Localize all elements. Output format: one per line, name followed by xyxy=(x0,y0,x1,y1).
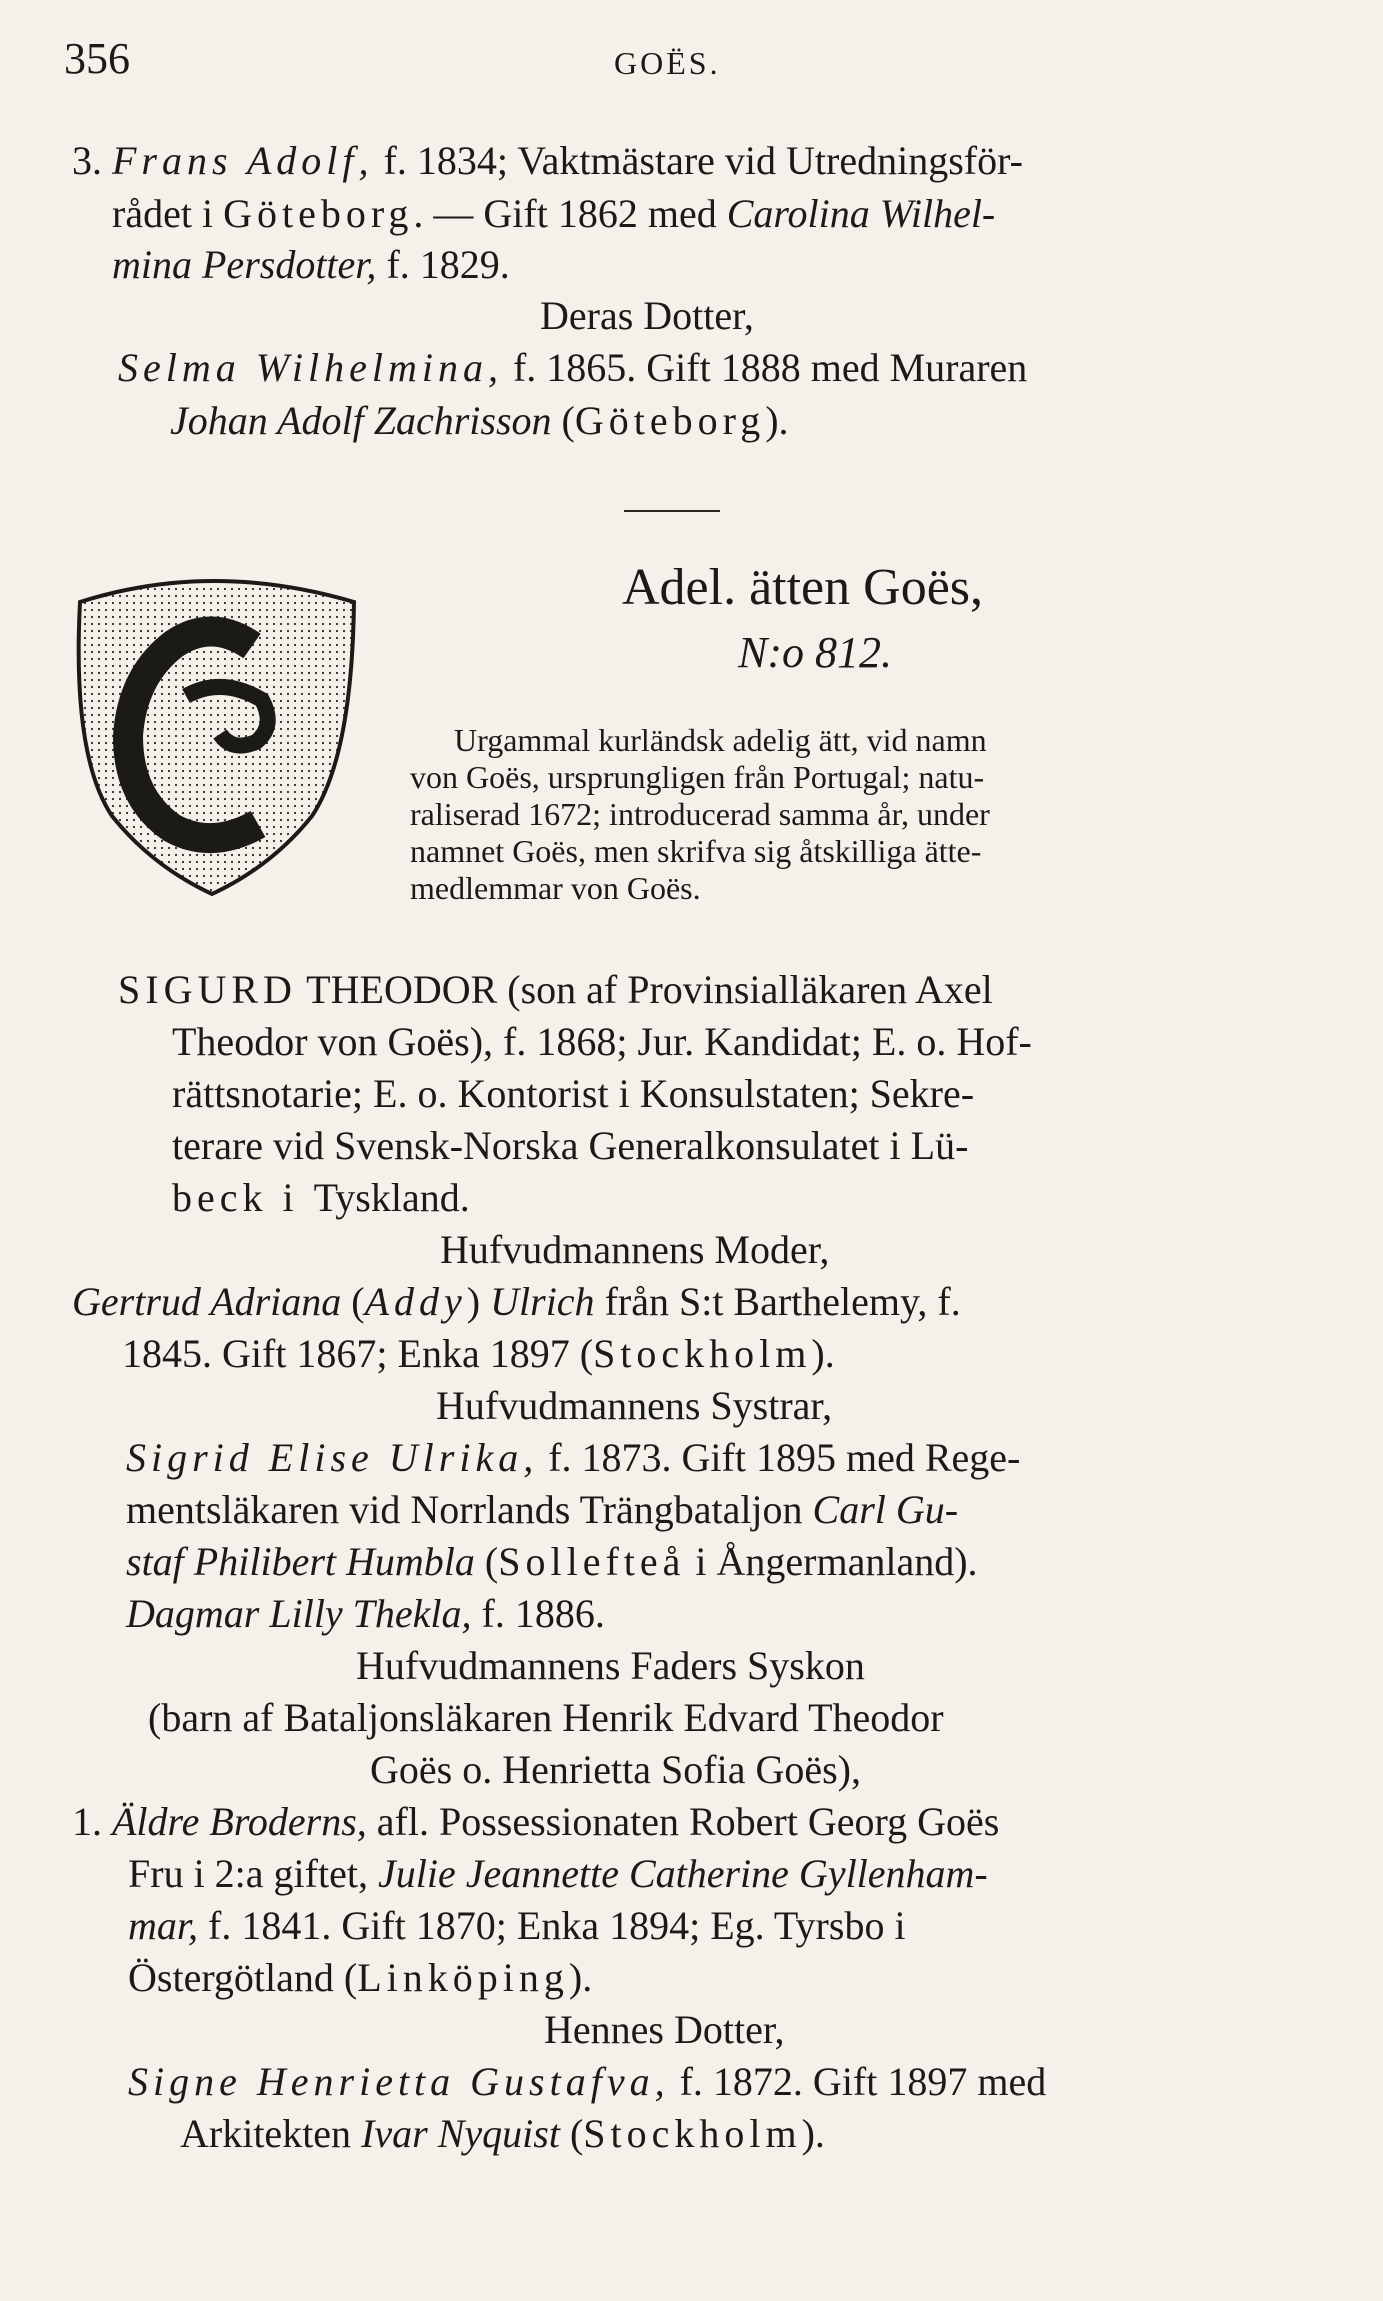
person-name: Dagmar Lilly Thekla, xyxy=(126,1591,472,1636)
text: . — Gift 1862 med xyxy=(413,191,727,236)
main-line-19 xyxy=(128,1901,906,1951)
spouse-name: Johan Adolf Zachrisson xyxy=(170,398,552,443)
text: mentsläkaren vid Norrlands Trängbataljon xyxy=(126,1487,813,1532)
family-desc-4: namnet Goës, men skrifva sig åtskilliga ätte- xyxy=(410,833,982,869)
main-line-18 xyxy=(128,1849,988,1899)
text: Fru i 2:a giftet, xyxy=(128,1851,378,1896)
children-heading: Deras Dotter, xyxy=(540,293,754,338)
text: ( xyxy=(474,1539,499,1584)
main-line-22 xyxy=(128,2057,1046,2107)
text: f. 1873. Gift 1895 med Rege- xyxy=(538,1435,1021,1480)
main-line-23 xyxy=(180,2109,825,2159)
entry-number: 3. xyxy=(72,138,102,183)
mother-name: Gertrud Adriana xyxy=(72,1279,342,1324)
text: Östergötland ( xyxy=(128,1955,358,2000)
spouse-name: Julie Jeannette Catherine Gyllenham- xyxy=(377,1851,988,1896)
sisters-heading: Hufvudmannens Systrar, xyxy=(436,1383,833,1428)
text: beck i xyxy=(172,1175,314,1220)
family-desc-1: Urgammal kurländsk adelig ätt, vid namn xyxy=(454,722,987,758)
surname: Ulrich xyxy=(490,1279,595,1324)
text: ). xyxy=(811,1331,835,1376)
text: . xyxy=(459,1175,470,1220)
main-line-3: rättsnotarie; E. o. Kontorist i Konsulstaten; Sekre- xyxy=(172,1071,975,1116)
text: ( xyxy=(551,398,575,443)
main-line-4: terare vid Svensk-Norska Generalkonsulatet i Lü- xyxy=(172,1123,969,1168)
text: f. 1834; Vaktmästare vid Utredningsför- xyxy=(373,138,1023,183)
text: ). xyxy=(765,398,789,443)
place-name: Sollefteå xyxy=(498,1539,686,1584)
person-name: Äldre Broderns, xyxy=(112,1799,367,1844)
coat-of-arms-icon xyxy=(62,566,372,896)
main-line-16: Goës o. Henrietta Sofia Goës), xyxy=(370,1747,861,1792)
spouse-name: Carl Gu- xyxy=(812,1487,959,1532)
text: THEODOR (son af Provinsialläkaren Axel xyxy=(296,967,993,1012)
entry-3-line-2 xyxy=(112,189,995,239)
person-name: Sigrid Elise Ulrika, xyxy=(126,1435,539,1480)
mother-heading: Hufvudmannens Moder, xyxy=(440,1227,830,1272)
main-line-8 xyxy=(122,1329,835,1379)
entry-3-line-1 xyxy=(72,136,1023,186)
main-line-7 xyxy=(72,1277,961,1327)
place-name: Tyskland xyxy=(313,1175,460,1220)
family-desc-3: raliserad 1672; introducerad samma år, under xyxy=(410,796,990,832)
spouse-name: mar, xyxy=(128,1903,199,1948)
text: ). xyxy=(801,2111,825,2156)
main-line-5 xyxy=(172,1173,470,1223)
spouse-name: Carolina Wilhel- xyxy=(726,191,996,236)
place-name: Stockholm xyxy=(583,2111,802,2156)
place-name: Göteborg xyxy=(574,398,766,443)
place-name: Stockholm xyxy=(593,1331,812,1376)
main-line-12 xyxy=(126,1537,978,1587)
page-number: 356 xyxy=(64,34,130,83)
main-line-1 xyxy=(118,965,993,1015)
family-number: N:o 812. xyxy=(738,628,892,677)
text: ). xyxy=(568,1955,593,2000)
text: f. 1841. Gift 1870; Enka 1894; Eg. Tyrsbo i xyxy=(198,1903,906,1948)
text: f. 1829. xyxy=(376,242,510,287)
text: ( xyxy=(341,1279,365,1324)
entry-3-child-1 xyxy=(118,343,1027,393)
main-line-11 xyxy=(126,1485,958,1535)
text: f. 1872. Gift 1897 med xyxy=(669,2059,1047,2104)
person-name: Frans Adolf, xyxy=(112,138,374,183)
person-name: Selma Wilhelmina, xyxy=(118,345,503,390)
main-line-15: (barn af Bataljonsläkaren Henrik Edvard Theodor xyxy=(148,1695,944,1740)
text: i Ångermanland). xyxy=(685,1539,978,1584)
head-name: SIGURD xyxy=(118,967,297,1012)
siblings-heading: Hufvudmannens Faders Syskon xyxy=(356,1643,865,1688)
family-desc-5: medlemmar von Goës. xyxy=(410,870,701,906)
person-name: Signe Henrietta Gustafva, xyxy=(128,2059,670,2104)
spouse-name: mina Persdotter, xyxy=(112,242,377,287)
spouse-name: staf Philibert Humbla xyxy=(126,1539,475,1584)
text: f. 1886. xyxy=(471,1591,605,1636)
main-line-17 xyxy=(72,1797,999,1847)
text: rådet i xyxy=(112,191,224,236)
text: ) xyxy=(466,1279,491,1324)
main-line-20 xyxy=(128,1953,592,2003)
family-title: Adel. ätten Goës, xyxy=(622,559,984,616)
text: afl. Possessionaten Robert Georg Goës xyxy=(366,1799,1000,1844)
entry-3-line-3 xyxy=(112,240,510,290)
main-line-10 xyxy=(126,1433,1020,1483)
entry-3-child-2 xyxy=(170,396,789,446)
spouse-name: Ivar Nyquist xyxy=(361,2111,560,2156)
text: från S:t Barthelemy, f. xyxy=(594,1279,961,1324)
divider xyxy=(624,510,720,512)
place-name: Göteborg xyxy=(223,191,414,236)
running-title: GOËS. xyxy=(614,45,721,81)
text: f. 1865. Gift 1888 med Muraren xyxy=(502,345,1028,390)
main-line-13 xyxy=(126,1589,605,1639)
place-name: Linköping xyxy=(357,1955,569,2000)
text: 1845. Gift 1867; Enka 1897 ( xyxy=(122,1331,594,1376)
text: Arkitekten xyxy=(180,2111,362,2156)
nickname: Addy xyxy=(364,1279,467,1324)
family-desc-2: von Goës, ursprungligen från Portugal; natu- xyxy=(410,759,985,795)
entry-number: 1. xyxy=(72,1799,102,1844)
text: ( xyxy=(559,2111,584,2156)
daughter-heading: Hennes Dotter, xyxy=(544,2007,785,2052)
main-line-2: Theodor von Goës), f. 1868; Jur. Kandidat; E. o. Hof- xyxy=(172,1019,1032,1064)
